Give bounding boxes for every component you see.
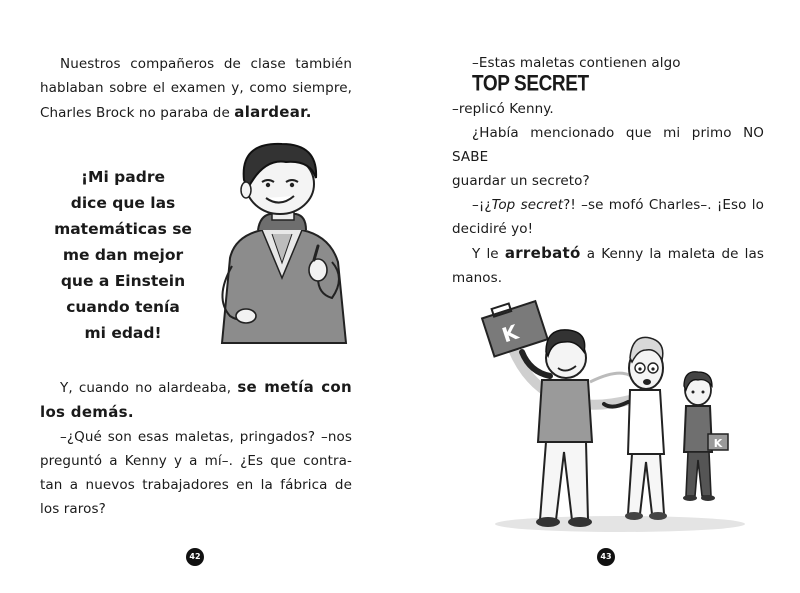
speech-line: me dan mejor — [62, 246, 184, 264]
text-line: –replicó Kenny. — [452, 101, 554, 117]
text-fragment: Y le — [472, 246, 505, 262]
text-fragment: –Estas maletas contienen algo — [472, 55, 681, 71]
text-line: hablaban sobre el examen y, como siempre, — [40, 80, 352, 96]
italic-text: Top secret — [491, 197, 564, 213]
speech-line: que a Einstein — [60, 272, 186, 290]
paragraph-top-secret — [452, 52, 764, 290]
text-line — [40, 375, 352, 400]
text-line — [452, 193, 764, 217]
highlight-word: alardear. — [234, 103, 312, 121]
text-line: preguntó a Kenny y a mí–. ¿Es que contra- — [40, 453, 352, 469]
text-line: –¿Qué son esas maletas, pringados? –nos — [60, 429, 352, 445]
text-fragment: a Kenny la maleta de las — [580, 246, 765, 262]
highlight-phrase: los demás. — [40, 403, 134, 421]
text-line: decidiré yo! — [452, 221, 534, 237]
svg-text:K: K — [713, 437, 723, 450]
top-secret-label: TOP SECRET — [472, 72, 589, 97]
text-line: tan a nuevos trabajadores en la fábrica de — [40, 477, 352, 493]
speech-line: mi edad! — [84, 324, 162, 342]
speech-line: matemáticas se — [54, 220, 192, 238]
speech-line: ¡Mi padre — [80, 168, 165, 186]
speech-line: cuando tenía — [66, 298, 180, 316]
page-number: 43 — [597, 548, 615, 566]
text-line — [452, 52, 764, 97]
text-line: los raros? — [40, 501, 106, 517]
paragraph-bullying — [40, 375, 352, 521]
speech-text — [48, 164, 198, 346]
text-line: guardar un secreto? — [452, 173, 590, 189]
text-fragment: Charles Brock no paraba de — [40, 105, 235, 121]
text-line — [40, 100, 352, 125]
page-number: 42 — [186, 548, 204, 566]
text-line: ¿Había mencionado que mi primo NO SABE — [452, 125, 764, 165]
svg-text:K: K — [499, 319, 522, 348]
highlight-word: arrebató — [504, 244, 581, 262]
text-line: Nuestros compañeros de clase también — [60, 56, 352, 72]
text-line: manos. — [452, 270, 503, 286]
charles-illustration — [200, 138, 360, 348]
text-fragment: –¡¿ — [472, 197, 492, 213]
text-fragment: Y, cuando no alardeaba, — [60, 380, 238, 396]
speech-line: dice que las — [70, 194, 176, 212]
text-line — [452, 241, 764, 266]
text-line — [40, 400, 352, 425]
kids-illustration — [480, 292, 760, 537]
paragraph-intro — [40, 52, 352, 125]
highlight-phrase: se metía con — [237, 378, 352, 396]
right-page — [400, 0, 800, 593]
text-fragment: ?! –se mofó Charles–. ¡Eso lo — [563, 197, 764, 213]
